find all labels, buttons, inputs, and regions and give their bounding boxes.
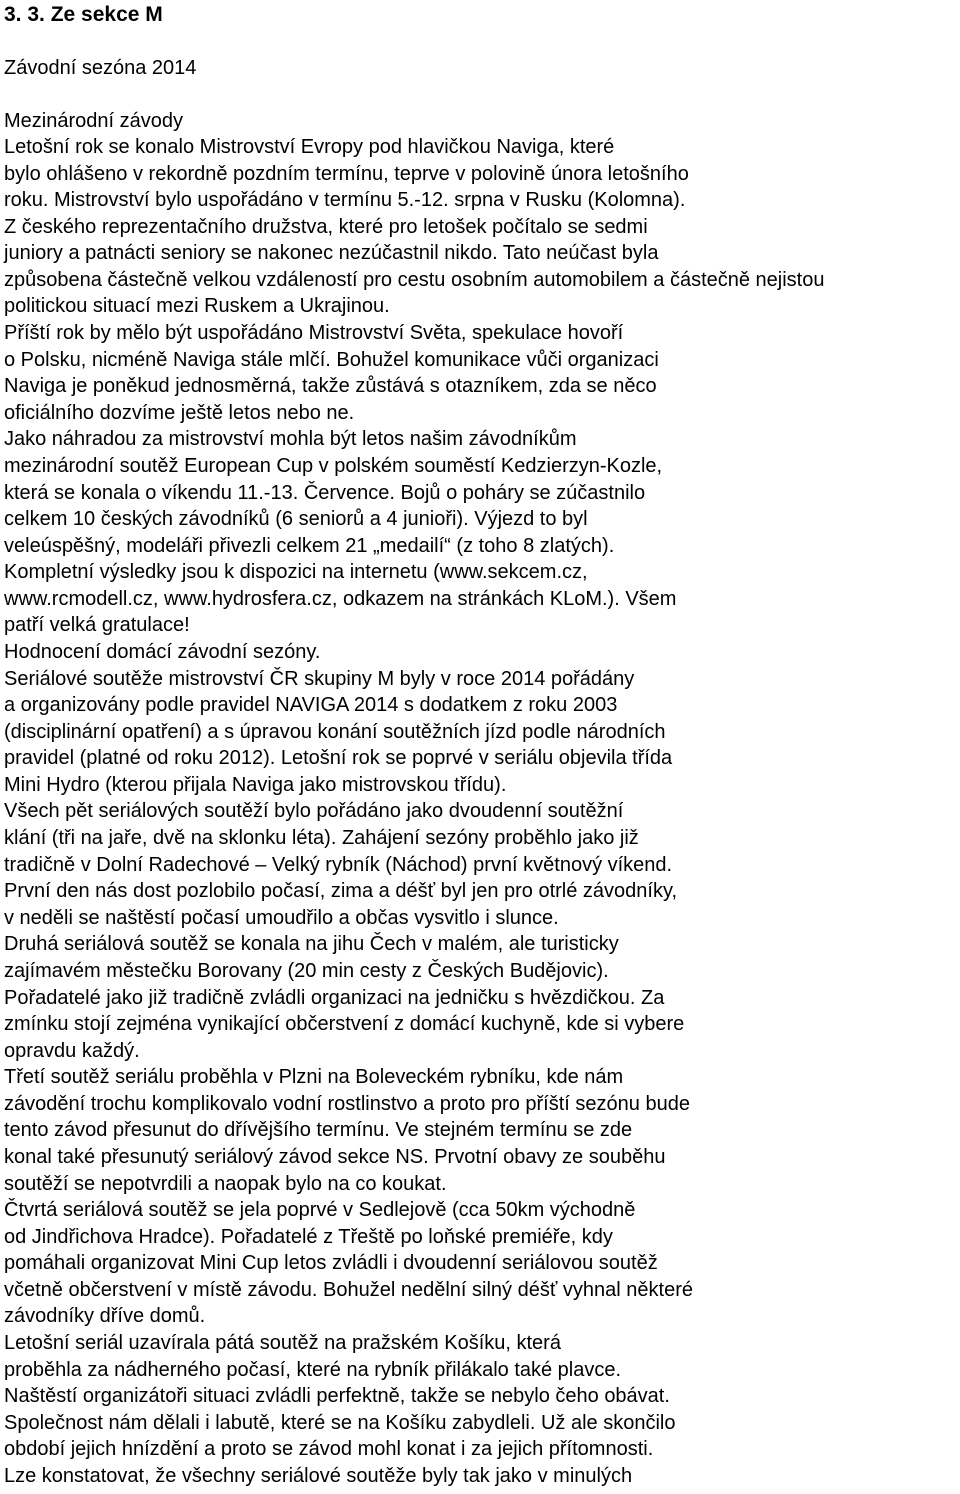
- paragraph-line: Třetí soutěž seriálu proběhla v Plzni na Boleveckém rybníku, kde nám: [4, 1066, 624, 1089]
- paragraph-line: zajímavém městečku Borovany (20 min cesty z Českých Budějovic).: [4, 959, 609, 982]
- paragraph-line: zmínku stojí zejména vynikající občerstvení z domácí kuchyně, kde si vybere: [4, 1013, 685, 1036]
- paragraph-line: klání (tři na jaře, dvě na sklonku léta). Zahájení sezóny proběhlo jako již: [4, 827, 639, 850]
- body-text: [4, 134, 960, 1489]
- paragraph-line: včetně občerstvení v místě závodu. Bohužel nedělní silný déšť vyhnal některé: [4, 1278, 693, 1301]
- paragraph-line: bylo ohlášeno v rekordně pozdním termínu, teprve v polovině února letošního: [4, 162, 689, 185]
- paragraph-line: Mini Hydro (kterou přijala Naviga jako mistrovskou třídu).: [4, 773, 507, 796]
- paragraph-line: Naštěstí organizátoři situaci zvládli perfektně, takže se nebylo čeho obávat.: [4, 1385, 670, 1408]
- paragraph-line: způsobena částečně velkou vzdáleností pro cestu osobním automobilem a částečně nejistou: [4, 268, 825, 291]
- paragraph-line: období jejich hnízdění a proto se závod mohl konat i za jejich přítomnosti.: [4, 1438, 654, 1461]
- paragraph-line: o Polsku, nicméně Naviga stále mlčí. Bohužel komunikace vůči organizaci: [4, 348, 659, 371]
- paragraph-line: www.rcmodell.cz, www.hydrosfera.cz, odkazem na stránkách KLoM.). Všem: [4, 587, 677, 610]
- paragraph-line: Příští rok by mělo být uspořádáno Mistrovství Světa, spekulace hovoří: [4, 322, 624, 345]
- paragraph-line: pravidel (platné od roku 2012). Letošní rok se poprvé v seriálu objevila třída: [4, 747, 673, 770]
- paragraph-line: a organizovány podle pravidel NAVIGA 2014 s dodatkem z roku 2003: [4, 694, 618, 717]
- paragraph-line: Naviga je poněkud jednosměrná, takže zůstává s otazníkem, zda se něco: [4, 375, 657, 398]
- paragraph-line: Jako náhradou za mistrovství mohla být letos našim závodníkům: [4, 428, 577, 451]
- paragraph-line: proběhla za nádherného počasí, které na rybník přilákalo také plavce.: [4, 1358, 622, 1381]
- paragraph-line: tento závod přesunut do dřívějšího termínu. Ve stejném termínu se zde: [4, 1119, 633, 1142]
- paragraph-line: konal také přesunutý seriálový závod sekce NS. Prvotní obavy ze souběhu: [4, 1145, 666, 1168]
- paragraph-line: Lze konstatovat, že všechny seriálové soutěže byly tak jako v minulých: [4, 1464, 633, 1487]
- section-heading: 3. 3. Ze sekce M: [4, 3, 163, 26]
- paragraph-line: politickou situací mezi Ruskem a Ukrajinou.: [4, 295, 390, 318]
- paragraph-line: veleúspěšný, modeláři přivezli celkem 21 „medailí“ (z toho 8 zlatých).: [4, 534, 615, 557]
- paragraph-line: od Jindřichova Hradce). Pořadatelé z Třeště po loňské premiéře, kdy: [4, 1225, 613, 1248]
- paragraph-line: Druhá seriálová soutěž se konala na jihu Čech v malém, ale turisticky: [4, 933, 619, 956]
- international-heading: Mezinárodní závody: [4, 110, 183, 132]
- paragraph-line: Pořadatelé jako již tradičně zvládli organizaci na jedničku s hvězdičkou. Za: [4, 986, 665, 1009]
- season-title: Závodní sezóna 2014: [4, 57, 197, 79]
- paragraph-line: v neděli se naštěstí počasí umoudřilo a občas vysvitlo i slunce.: [4, 906, 559, 929]
- paragraph-line: která se konala o víkendu 11.-13. Července. Bojů o poháry se zúčastnilo: [4, 481, 646, 504]
- paragraph-line: opravdu každý.: [4, 1039, 140, 1062]
- paragraph-line: závodníky dříve domů.: [4, 1305, 206, 1328]
- paragraph-line: (disciplinární opatření) a s úpravou konání soutěžních jízd podle národních: [4, 720, 666, 743]
- paragraph-line: Čtvrtá seriálová soutěž se jela poprvé v Sedlejově (cca 50km východně: [4, 1199, 636, 1222]
- paragraph-line: Všech pět seriálových soutěží bylo pořádáno jako dvoudenní soutěžní: [4, 800, 624, 823]
- paragraph-line: Letošní seriál uzavírala pátá soutěž na pražském Košíku, která: [4, 1332, 561, 1355]
- paragraph-line: První den nás dost pozlobilo počasí, zima a déšť byl jen pro otrlé závodníky,: [4, 880, 678, 903]
- paragraph-line: závodění trochu komplikovalo vodní rostlinstvo a proto pro příští sezónu bude: [4, 1092, 690, 1115]
- paragraph-line: mezinárodní soutěž European Cup v polském souměstí Kedzierzyn-Kozle,: [4, 454, 663, 477]
- paragraph-line: roku. Mistrovství bylo uspořádáno v termínu 5.-12. srpna v Rusku (Kolomna).: [4, 189, 686, 212]
- document-page: [4, 0, 960, 1489]
- paragraph-line: juniory a patnácti seniory se nakonec nezúčastnil nikdo. Tato neúčast byla: [4, 242, 659, 265]
- paragraph-line: tradičně v Dolní Radechové – Velký rybník (Náchod) první květnový víkend.: [4, 853, 673, 876]
- paragraph-line: pomáhali organizovat Mini Cup letos zvládli i dvoudenní seriálovou soutěž: [4, 1252, 658, 1275]
- paragraph-line: Kompletní výsledky jsou k dispozici na internetu (www.sekcem.cz,: [4, 561, 588, 584]
- paragraph-line: patří velká gratulace!: [4, 614, 190, 637]
- paragraph-line: oficiálního dozvíme ještě letos nebo ne.: [4, 401, 355, 424]
- paragraph-line: Hodnocení domácí závodní sezóny.: [4, 640, 321, 663]
- paragraph-line: celkem 10 českých závodníků (6 seniorů a 4 junioři). Výjezd to byl: [4, 508, 588, 531]
- paragraph-line: soutěží se nepotvrdili a naopak bylo na co koukat.: [4, 1172, 447, 1195]
- paragraph-line: Z českého reprezentačního družstva, které pro letošek počítalo se sedmi: [4, 215, 648, 238]
- paragraph-line: Letošní rok se konalo Mistrovství Evropy pod hlavičkou Naviga, které: [4, 136, 615, 158]
- paragraph-line: Společnost nám dělali i labutě, které se na Košíku zabydleli. Už ale skončilo: [4, 1411, 676, 1434]
- paragraph-line: Seriálové soutěže mistrovství ČR skupiny M byly v roce 2014 pořádány: [4, 667, 635, 690]
